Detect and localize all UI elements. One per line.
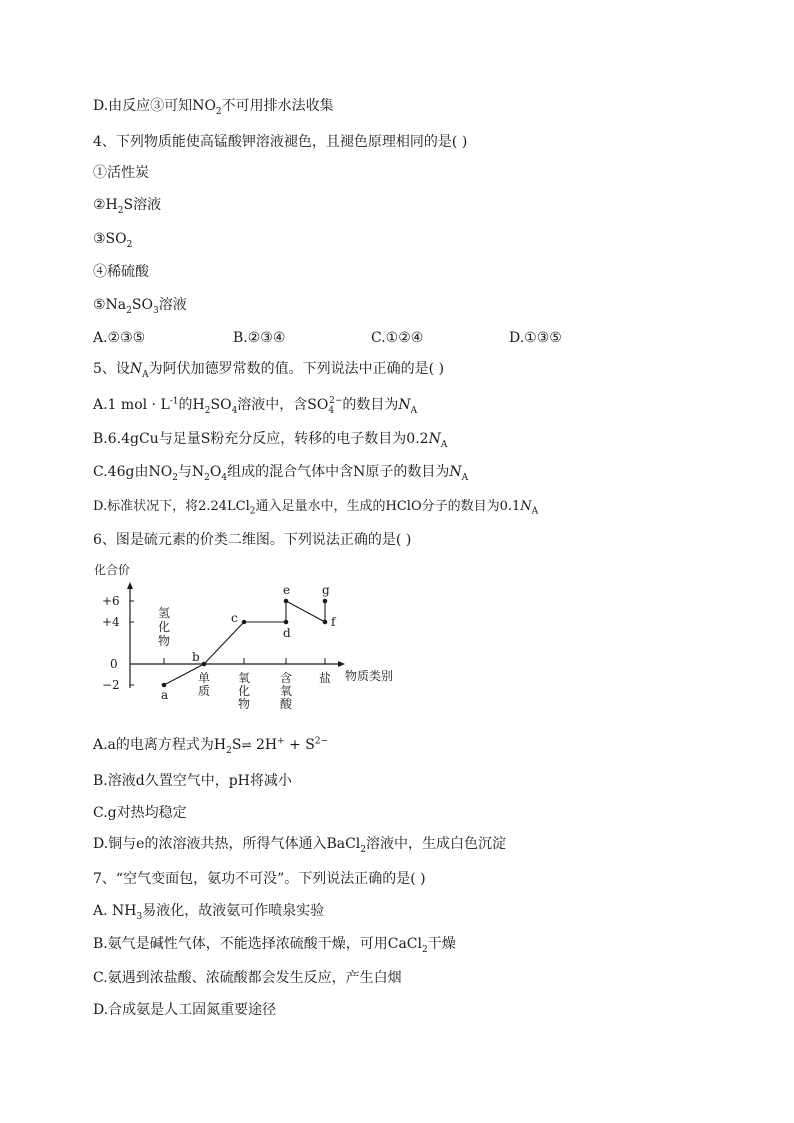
q3-option-d: D.由反应③可知$NO_2$不可用排水法收集 [93, 98, 334, 117]
chart-point-label-c: c [231, 611, 238, 625]
q7-stem: 7、“空气变面包，氨功不可没”。下列说法正确的是( ) [93, 871, 426, 887]
q7-option-b[interactable]: B.氨气是碱性气体，不能选择浓硫酸干燥，可用CaCl$_2$干燥 [93, 936, 456, 955]
q5-option-b[interactable]: B.6.4gCu与足量S粉充分反应，转移的电子数目为$0.2N_A$ [93, 431, 448, 450]
chart-point-label-b: b [192, 650, 200, 664]
q6-option-a[interactable]: A.a的电离方程式为$H_2S\rightleftharpoons$ $2H^+ + S^{2-}$ [93, 736, 329, 756]
x-category-label: 氧 [238, 671, 251, 685]
x-category-label: 酸 [280, 697, 293, 711]
chart-y-axis [127, 582, 133, 688]
q4-choice-a[interactable]: A.②③⑤ [93, 330, 146, 346]
x-category-label: 物 [158, 634, 171, 648]
chart-point-label-g: g [322, 583, 330, 597]
chart-ylabel: 化合价 [94, 563, 131, 577]
q4-item-1: ①活性炭 [93, 165, 149, 181]
chart-point-label-a: a [161, 688, 169, 702]
x-category-label: 化 [238, 684, 251, 698]
x-category-label: 物 [238, 697, 251, 711]
q4-item-4: ④稀硫酸 [93, 264, 149, 280]
x-category-label: 质 [198, 684, 211, 698]
chart-point-g [323, 599, 328, 604]
q7-option-d[interactable]: D.合成氨是人工固氮重要途径 [93, 1002, 277, 1018]
y-tick-label: +6 [102, 594, 120, 608]
q4-choice-c[interactable]: C.①②④ [371, 330, 424, 346]
q6-option-d[interactable]: D.铜与e的浓溶液共热，所得气体通入BaCl$_2$溶液中，生成白色沉淀 [93, 836, 507, 855]
q6-option-c[interactable]: C.g对热均稳定 [93, 805, 187, 821]
chart-point-label-d: d [283, 626, 291, 640]
q5-option-c[interactable]: C.46g由$NO_2$与$N_2O_4$组成的混合气体中含N原子的数目为$N_A$ [93, 464, 469, 483]
valence-class-chart [92, 560, 412, 720]
y-tick-label: +4 [102, 615, 120, 629]
q5-stem: 5、设$N_A$为阿伏加德罗常数的值。下列说法中正确的是( ) [93, 361, 445, 380]
q4-choice-b[interactable]: B.②③④ [233, 330, 286, 346]
q6-stem: 6、图是硫元素的价类二维图。下列说法正确的是( ) [93, 532, 412, 548]
x-category-label: 氧 [280, 684, 293, 698]
x-category-label: 氢 [158, 606, 171, 620]
x-category-label: 盐 [319, 671, 332, 685]
chart-point-d [284, 620, 289, 625]
y-tick-label: −2 [102, 678, 120, 692]
chart-connector-line [286, 601, 325, 622]
x-category-label: 化 [158, 620, 171, 634]
chart-point-b [202, 662, 207, 667]
q7-option-a[interactable]: A. $NH_3$易液化，故液氨可作喷泉实验 [93, 903, 325, 922]
chart-point-label-e: e [283, 583, 291, 597]
q5-option-a[interactable]: A.1 mol · $L^{-1}$的$H_2SO_4$溶液中，含$SO_4^{2-}$的数目为$N_A$ [93, 396, 418, 416]
chart-point-label-f: f [331, 615, 336, 629]
chart-point-e [284, 599, 289, 604]
y-tick-label: 0 [110, 657, 118, 671]
q4-stem: 4、下列物质能使高锰酸钾溶液褪色，且褪色原理相同的是( ) [93, 134, 468, 150]
q5-option-d[interactable]: D.标准状况下，将2.24LCl$_2$通入足量水中，生成的HClO分子的数目为$0.1N_A$ [93, 499, 539, 517]
q4-choice-d[interactable]: D.①③⑤ [509, 330, 562, 346]
chart-point-a [162, 683, 167, 688]
chart-point-c [242, 620, 247, 625]
chart-connector-line [204, 622, 244, 664]
q4-item-3: $③SO_2$ [93, 231, 133, 250]
q7-option-c[interactable]: C.氨遇到浓盐酸、浓硫酸都会发生反应，产生白烟 [93, 970, 402, 986]
chart-xlabel: 物质类别 [345, 669, 394, 683]
q4-item-5: $⑤Na_2SO_3$溶液 [93, 297, 187, 316]
chart-point-f [323, 620, 328, 625]
q6-option-b[interactable]: B.溶液d久置空气中，pH将减小 [93, 773, 292, 789]
q4-item-2: $②H_2S$溶液 [93, 197, 162, 216]
x-category-label: 含 [280, 671, 293, 685]
x-category-label: 单 [198, 671, 211, 685]
chart-x-axis [130, 661, 345, 667]
